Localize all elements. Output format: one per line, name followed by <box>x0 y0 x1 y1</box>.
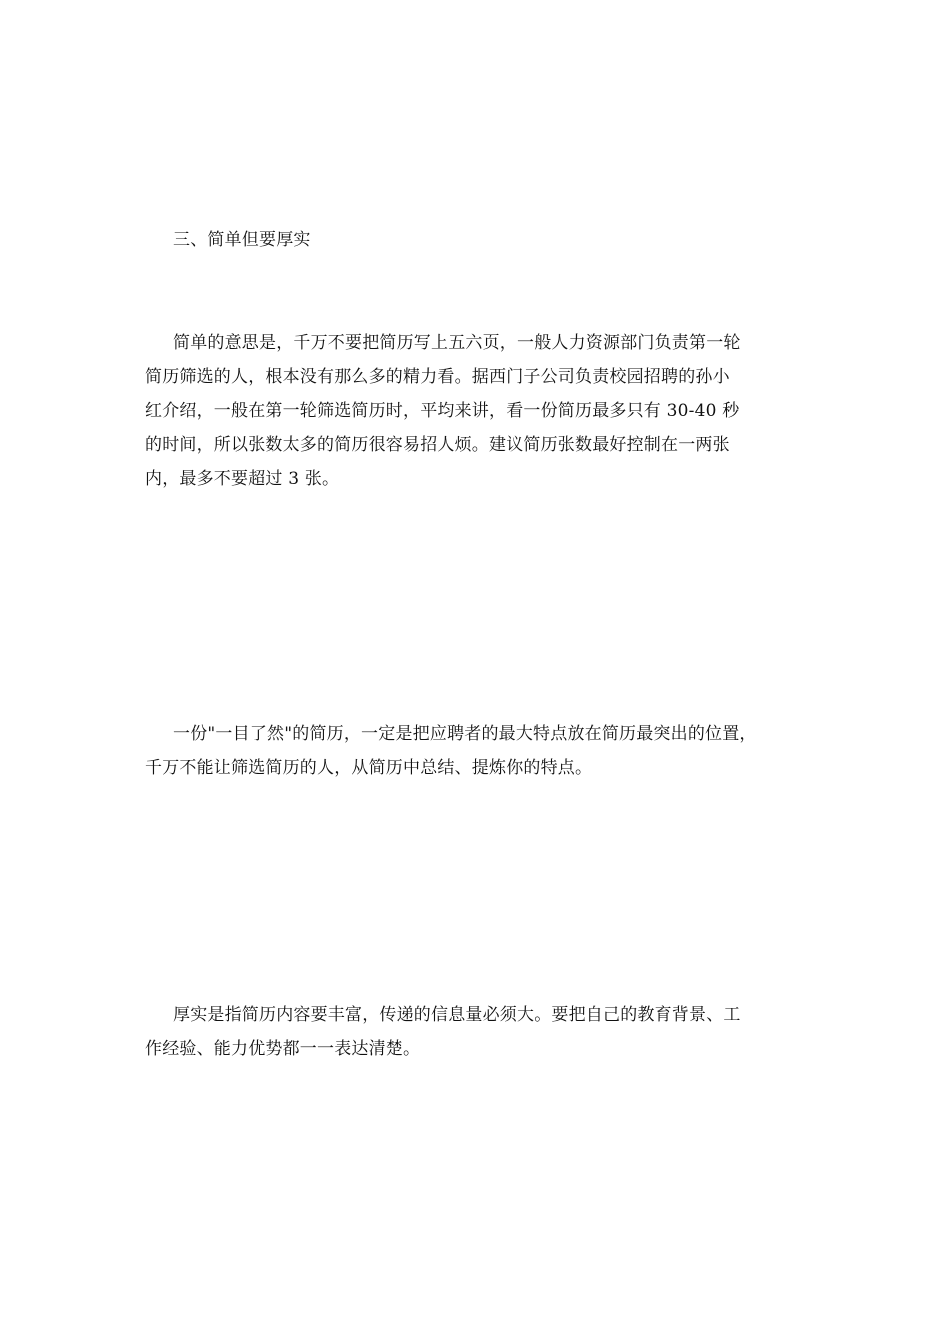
paragraph-line: 内，最多不要超过 3 张。 <box>145 469 340 489</box>
paragraph-line: 简单的意思是，千万不要把简历写上五六页，一般人力资源部门负责第一轮 <box>173 333 741 353</box>
paragraph-line: 红介绍，一般在第一轮筛选简历时，平均来讲，看一份简历最多只有 30-40 秒 <box>145 401 740 421</box>
paragraph-line: 厚实是指简历内容要丰富，传递的信息量必须大。要把自己的教育背景、工 <box>173 1005 741 1025</box>
paragraph-line: 千万不能让筛选简历的人，从简历中总结、提炼你的特点。 <box>145 758 593 778</box>
paragraph-line: 一份"一目了然"的简历，一定是把应聘者的最大特点放在简历最突出的位置， <box>173 724 757 744</box>
section-heading-text: 三、简单但要厚实 <box>173 230 311 250</box>
paragraph-substantial-content <box>145 998 815 1066</box>
paragraph-line: 的时间，所以张数太多的简历很容易招人烦。建议简历张数最好控制在一两张 <box>145 435 730 455</box>
paragraph-line: 作经验、能力优势都一一表达清楚。 <box>145 1039 421 1059</box>
paragraph-simple-meaning <box>145 326 815 496</box>
paragraph-clear-resume <box>145 717 815 785</box>
section-heading <box>145 223 815 257</box>
paragraph-line: 简历筛选的人，根本没有那么多的精力看。据西门子公司负责校园招聘的孙小 <box>145 367 730 387</box>
